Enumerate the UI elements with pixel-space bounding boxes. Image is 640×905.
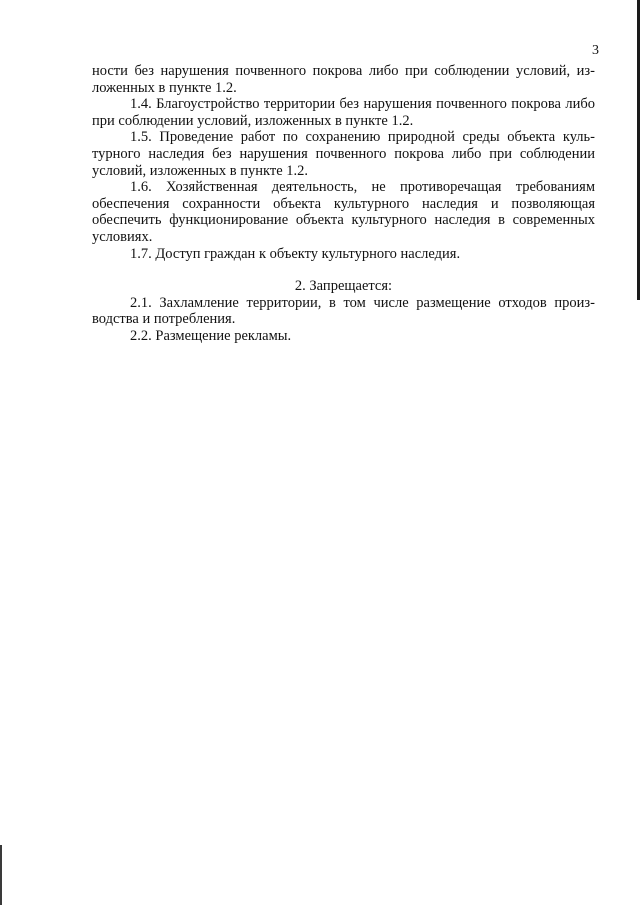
section-heading-prohibited: 2. Запрещается: xyxy=(294,278,393,295)
document-body xyxy=(92,63,595,345)
paragraph-2-2: 2.2. Размещение рекламы. xyxy=(130,327,292,344)
paragraph-1-5: 1.5. Проведение работ по сохранению природной среды объекта куль-турного наследия без нарушения почвенного покрова либо при соблюдении условий, изложенных в пункте 1.2. xyxy=(92,129,595,179)
paragraph-1-6: 1.6. Хозяйственная деятельность, не противоречащая требованиям обеспечения сохранности объекта культурного наследия и позволяющая обеспечить функционирование объекта культурного наследия в современных условиях. xyxy=(92,179,595,245)
paragraph-2-1: 2.1. Захламление территории, в том числе размещение отходов произ-водства и потребления. xyxy=(92,294,595,328)
page-number: 3 xyxy=(592,43,599,58)
paragraph-continuation: ности без нарушения почвенного покрова либо при соблюдении условий, из-ложенных в пункте 1.2. xyxy=(92,63,595,96)
paragraph-1-4: 1.4. Благоустройство территории без нарушения почвенного покрова либо при соблюдении условий, изложенных в пункте 1.2. xyxy=(92,96,595,129)
paragraph-1-7: 1.7. Доступ граждан к объекту культурного наследия. xyxy=(130,245,461,262)
scan-edge-shadow-bottom xyxy=(0,845,2,905)
